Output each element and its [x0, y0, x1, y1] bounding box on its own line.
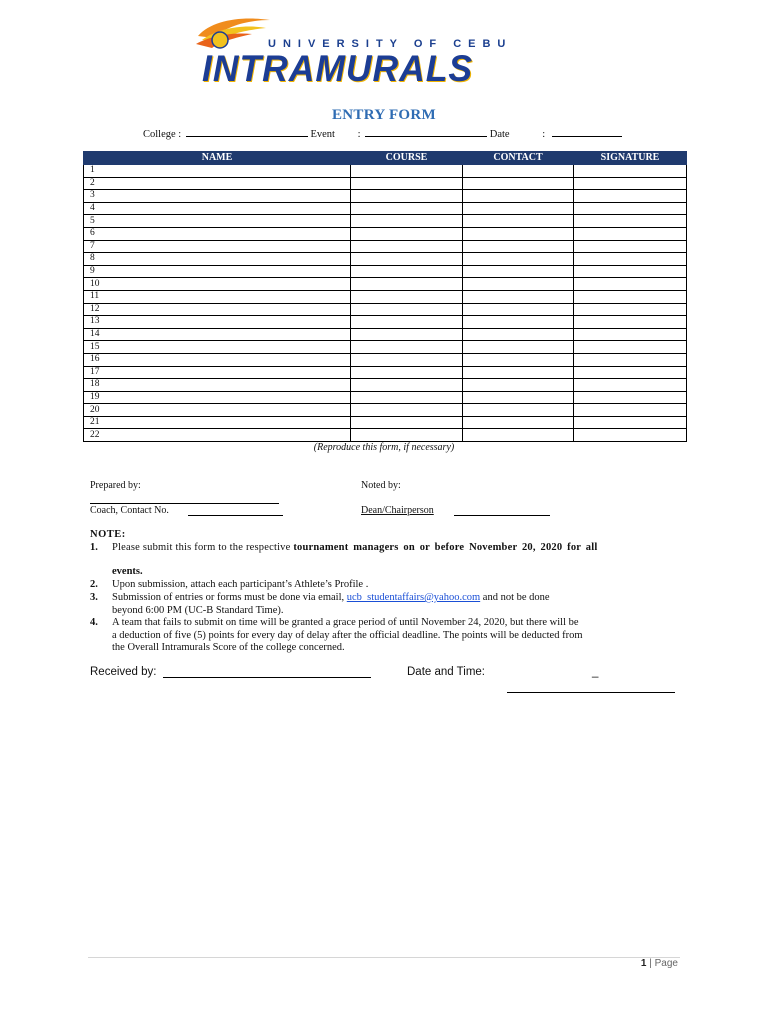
course-cell[interactable]	[351, 240, 463, 253]
note-emphasis: tournament managers on or before November 20, 2020 for all	[293, 542, 598, 553]
form-info-line	[143, 126, 622, 140]
note-emphasis-end: events.	[112, 566, 143, 577]
course-cell[interactable]	[351, 328, 463, 341]
contact-cell[interactable]	[463, 429, 574, 442]
note-item-1	[90, 542, 680, 582]
contact-cell[interactable]	[463, 366, 574, 379]
date-time-label: Date and Time:	[407, 666, 485, 678]
course-cell[interactable]	[351, 416, 463, 429]
row-number-name-cell[interactable]: 10	[84, 278, 351, 291]
contact-cell[interactable]	[463, 240, 574, 253]
prepared-by-label: Prepared by:	[90, 480, 141, 491]
college-label: College :	[143, 129, 182, 140]
table-row	[84, 227, 687, 240]
dean-signature-line[interactable]	[454, 515, 550, 516]
contact-cell[interactable]	[463, 416, 574, 429]
footer-divider	[88, 957, 680, 958]
dean-chairperson-label: Dean/Chairperson	[361, 505, 434, 516]
table-row	[84, 416, 687, 429]
contact-cell[interactable]	[463, 404, 574, 417]
table-row	[84, 202, 687, 215]
college-field[interactable]	[186, 126, 308, 137]
coach-contact-field[interactable]	[188, 515, 283, 516]
table-row	[84, 278, 687, 291]
received-by-field[interactable]	[163, 677, 371, 678]
signature-cell[interactable]	[574, 416, 687, 429]
table-row	[84, 391, 687, 404]
contact-cell[interactable]	[463, 190, 574, 203]
signature-cell[interactable]	[574, 328, 687, 341]
prepared-by-signature-line[interactable]	[90, 503, 279, 504]
course-cell[interactable]	[351, 353, 463, 366]
date-time-field[interactable]	[507, 692, 675, 693]
table-row	[84, 316, 687, 329]
contact-cell[interactable]	[463, 328, 574, 341]
row-number-name-cell[interactable]: 12	[84, 303, 351, 316]
course-cell[interactable]	[351, 429, 463, 442]
contact-cell[interactable]	[463, 177, 574, 190]
row-number-name-cell[interactable]: 2	[84, 177, 351, 190]
contact-cell[interactable]	[463, 316, 574, 329]
table-row	[84, 165, 687, 178]
row-number-name-cell[interactable]: 11	[84, 290, 351, 303]
intramurals-logo	[192, 14, 568, 90]
university-name: UNIVERSITY OF CEBU	[268, 38, 513, 50]
date-label: Date	[489, 129, 510, 140]
course-cell[interactable]	[351, 341, 463, 354]
course-cell[interactable]	[351, 366, 463, 379]
table-row	[84, 290, 687, 303]
note-number: 4.	[90, 617, 98, 628]
signature-cell[interactable]	[574, 353, 687, 366]
table-row	[84, 404, 687, 417]
course-cell[interactable]	[351, 316, 463, 329]
signature-cell[interactable]	[574, 379, 687, 392]
note-text: A team that fails to submit on time will be granted a grace period of until November 24, 2020, but there will be	[112, 617, 579, 628]
event-colon: :	[357, 129, 361, 140]
row-number-name-cell[interactable]: 7	[84, 240, 351, 253]
row-number-name-cell[interactable]: 22	[84, 429, 351, 442]
contact-cell[interactable]	[463, 215, 574, 228]
note-text: beyond 6:00 PM (UC-B Standard Time).	[112, 604, 284, 616]
signature-column-header: SIGNATURE	[574, 152, 687, 165]
table-row	[84, 215, 687, 228]
reproduce-note: (Reproduce this form, if necessary)	[313, 442, 455, 453]
table-row	[84, 253, 687, 266]
signature-cell[interactable]	[574, 190, 687, 203]
email-link[interactable]: ucb_studentaffairs@yahoo.com	[346, 592, 481, 603]
row-number-name-cell[interactable]: 6	[84, 227, 351, 240]
table-row	[84, 328, 687, 341]
date-colon: :	[542, 129, 546, 140]
form-title: ENTRY FORM	[332, 107, 436, 123]
course-cell[interactable]	[351, 165, 463, 178]
note-text: and not be done	[480, 592, 550, 603]
contact-column-header: CONTACT	[463, 152, 574, 165]
contact-cell[interactable]	[463, 341, 574, 354]
note-number: 3.	[90, 592, 98, 603]
contact-cell[interactable]	[463, 303, 574, 316]
page-number: 1	[640, 958, 647, 969]
table-row	[84, 240, 687, 253]
signature-cell[interactable]	[574, 290, 687, 303]
row-number-name-cell[interactable]: 21	[84, 416, 351, 429]
course-cell[interactable]	[351, 265, 463, 278]
row-number-name-cell[interactable]: 15	[84, 341, 351, 354]
date-time-underscore: _	[592, 666, 599, 678]
course-cell[interactable]	[351, 253, 463, 266]
note-item-4	[90, 617, 680, 655]
row-number-name-cell[interactable]: 16	[84, 353, 351, 366]
course-column-header: COURSE	[351, 152, 463, 165]
note-text: the Overall Intramurals Score of the college concerned.	[112, 642, 345, 653]
contact-cell[interactable]	[463, 265, 574, 278]
signature-cell[interactable]	[574, 278, 687, 291]
signature-cell[interactable]	[574, 265, 687, 278]
participants-table	[83, 151, 687, 442]
table-row	[84, 177, 687, 190]
signature-cell[interactable]	[574, 303, 687, 316]
contact-cell[interactable]	[463, 290, 574, 303]
signature-cell[interactable]	[574, 202, 687, 215]
participants-table-body	[84, 165, 687, 442]
signature-cell[interactable]	[574, 215, 687, 228]
signature-cell[interactable]	[574, 404, 687, 417]
page-label: Page	[654, 958, 678, 969]
contact-cell[interactable]	[463, 278, 574, 291]
note-title: NOTE:	[90, 529, 126, 540]
contact-cell[interactable]	[463, 353, 574, 366]
row-number-name-cell[interactable]: 18	[84, 379, 351, 392]
signature-cell[interactable]	[574, 391, 687, 404]
table-row	[84, 366, 687, 379]
event-label: Event	[310, 129, 335, 140]
signature-cell[interactable]	[574, 253, 687, 266]
row-number-name-cell[interactable]: 14	[84, 328, 351, 341]
signature-cell[interactable]	[574, 429, 687, 442]
table-row	[84, 265, 687, 278]
row-number-name-cell[interactable]: 3	[84, 190, 351, 203]
course-cell[interactable]	[351, 215, 463, 228]
signature-cell[interactable]	[574, 177, 687, 190]
signature-cell[interactable]	[574, 341, 687, 354]
intramurals-wordmark: INTRAMURALS	[202, 48, 474, 89]
table-row	[84, 429, 687, 442]
note-text: a deduction of five (5) points for every day of delay after the official deadline. The points will be deducted from	[112, 629, 583, 641]
signature-cell[interactable]	[574, 227, 687, 240]
page-footer	[641, 958, 678, 969]
course-cell[interactable]	[351, 177, 463, 190]
signature-cell[interactable]	[574, 240, 687, 253]
signature-cell[interactable]	[574, 366, 687, 379]
contact-cell[interactable]	[463, 391, 574, 404]
contact-cell[interactable]	[463, 202, 574, 215]
contact-cell[interactable]	[463, 165, 574, 178]
row-number-name-cell[interactable]: 19	[84, 391, 351, 404]
note-item-2	[90, 579, 680, 592]
row-number-name-cell[interactable]: 17	[84, 366, 351, 379]
table-row	[84, 379, 687, 392]
note-number: 1.	[90, 542, 98, 553]
date-field[interactable]	[552, 126, 622, 137]
table-row	[84, 190, 687, 203]
contact-cell[interactable]	[463, 253, 574, 266]
table-row	[84, 341, 687, 354]
course-cell[interactable]	[351, 278, 463, 291]
course-cell[interactable]	[351, 391, 463, 404]
course-cell[interactable]	[351, 379, 463, 392]
noted-by-label: Noted by:	[361, 480, 401, 491]
contact-cell[interactable]	[463, 227, 574, 240]
table-row	[84, 303, 687, 316]
row-number-name-cell[interactable]: 5	[84, 215, 351, 228]
event-field[interactable]	[365, 126, 487, 137]
note-text: Upon submission, attach each participant’s Athlete’s Profile .	[112, 579, 369, 590]
coach-contact-label: Coach, Contact No.	[90, 505, 169, 516]
row-number-name-cell[interactable]: 4	[84, 202, 351, 215]
signature-cell[interactable]	[574, 165, 687, 178]
table-row	[84, 353, 687, 366]
course-cell[interactable]	[351, 190, 463, 203]
course-cell[interactable]	[351, 290, 463, 303]
row-number-name-cell[interactable]: 13	[84, 316, 351, 329]
note-number: 2.	[90, 579, 98, 590]
row-number-name-cell[interactable]: 20	[84, 404, 351, 417]
note-item-3	[90, 592, 680, 618]
name-column-header: NAME	[84, 152, 351, 165]
table-header-row	[84, 152, 687, 165]
received-by-label: Received by:	[90, 666, 157, 678]
course-cell[interactable]	[351, 202, 463, 215]
row-number-name-cell[interactable]: 8	[84, 253, 351, 266]
signature-cell[interactable]	[574, 316, 687, 329]
footer-separator: |	[649, 958, 652, 969]
course-cell[interactable]	[351, 404, 463, 417]
row-number-name-cell[interactable]: 9	[84, 265, 351, 278]
course-cell[interactable]	[351, 227, 463, 240]
note-text: Submission of entries or forms must be done via email,	[112, 592, 347, 603]
contact-cell[interactable]	[463, 379, 574, 392]
course-cell[interactable]	[351, 303, 463, 316]
row-number-name-cell[interactable]: 1	[84, 165, 351, 178]
note-text: Please submit this form to the respective	[112, 542, 294, 553]
